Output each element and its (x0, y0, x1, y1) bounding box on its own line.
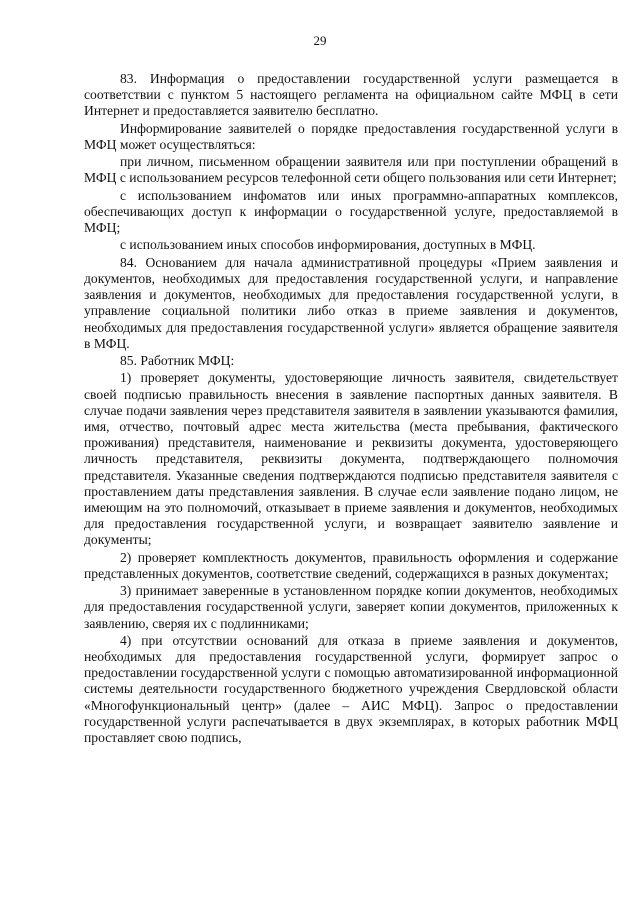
paragraph-other-methods: с использованием иных способов информирования, доступных в МФЦ. (120, 237, 536, 253)
paragraph-85: 85. Работник МФЦ: (120, 353, 235, 369)
paragraph-informing-intro: Информирование заявителей о порядке предоставления государственной услуги в МФЦ может осуществляться: (84, 120, 618, 152)
paragraph-personal-request: при личном, письменном обращении заявителя или при поступлении обращений в МФЦ с использованием ресурсов телефонной сети общего пользования или сети Интернет; (84, 154, 618, 186)
list-item-3: 3) принимает заверенные в установленном порядке копии документов, необходимых для предоставления государственной услуги, заверяет копии документов, приложенных к заявлению, сверяя их с подлинниками; (84, 583, 618, 631)
list-item-4: 4) при отсутствии оснований для отказа в приеме заявления и документов, необходимых для предоставления государственной услуги, формирует запрос о предоставлении государственной услуги с помощью автоматизированной информационной системы деятельности государственного бюджетного учреждения Свердловской области «Многофункциональный центр» (далее – АИС МФЦ). Запрос о предоставлении государственной услуги распечатывается в двух экземплярах, в которых работник МФЦ проставляет свою подпись, (84, 632, 618, 746)
paragraph-infomats: с использованием инфоматов или иных программно-аппаратных комплексов, обеспечивающих доступ к информации о государственной услуге, предоставляемой в МФЦ; (84, 187, 618, 236)
document-body (84, 71, 618, 747)
list-item-2: 2) проверяет комплектность документов, правильность оформления и содержание представленных документов, соответствие сведений, содержащихся в разных документах; (84, 549, 618, 581)
list-item-1: 1) проверяет документы, удостоверяющие личность заявителя, свидетельствует своей подписью правильность внесения в заявление паспортных данных заявителя. В случае подачи заявления через представителя заявителя в заявлении указываются фамилия, имя, отчество, почтовый адрес места жительства (места пребывания, фактического проживания) представителя, наименование и реквизиты документа, удостоверяющего личность представителя, реквизиты документа, подтверждающего полномочия представителя. Указанные сведения подтверждаются подписью представителя заявителя с проставлением даты представления заявления. В случае если заявление подано лицом, не имеющим на это полномочий, отказывает в приеме заявления и документов, необходимых для предоставления государственной услуги, и возвращает заявителю заявление и документы; (84, 370, 618, 548)
page-number: 29 (313, 33, 327, 48)
paragraph-83: 83. Информация о предоставлении государственной услуги размещается в соответствии с пунктом 5 настоящего регламента на официальном сайте МФЦ в сети Интернет и предоставляется заявителю бесплатно. (84, 71, 618, 119)
paragraph-84: 84. Основанием для начала административной процедуры «Прием заявления и документов, необходимых для предоставления государственной услуги, и направление заявления и документов, необходимых для предоставления государственной услуги, в управление социальной политики либо отказ в приеме заявления и документов, необходимых для предоставления государственной услуги» является обращение заявителя в МФЦ. (84, 254, 618, 351)
